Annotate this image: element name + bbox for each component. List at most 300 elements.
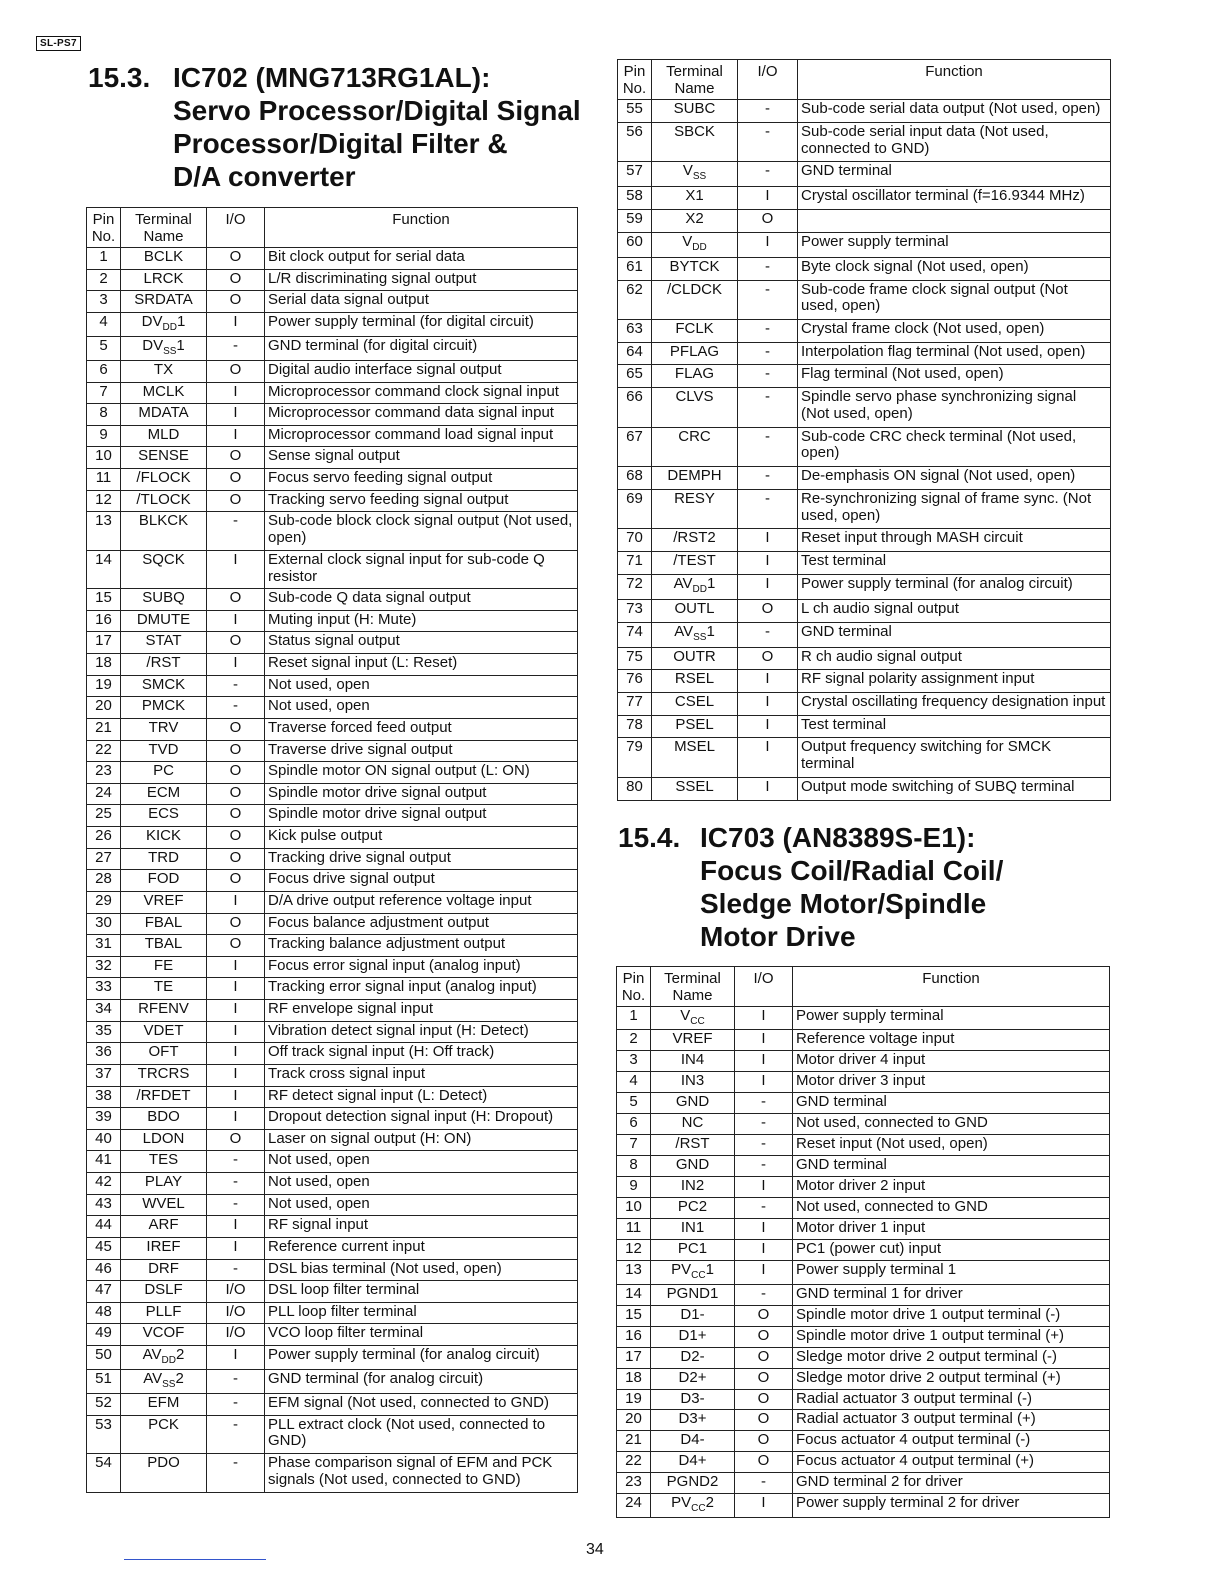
function-cell: Focus error signal input (analog input) [265, 956, 578, 978]
function-cell: Phase comparison signal of EFM and PCK signals (Not used, connected to GND) [265, 1454, 578, 1492]
terminal-name-cell: $PV_{CC}1$ [651, 1261, 735, 1284]
table-row [87, 382, 578, 404]
function-cell: Off track signal input (H: Off track) [265, 1043, 578, 1065]
pin-cell: 16 [87, 610, 121, 632]
io-cell: I [207, 1346, 265, 1370]
header-io: I/O [207, 208, 265, 248]
function-cell: Microprocessor command load signal input [265, 425, 578, 447]
function-cell: GND terminal [798, 162, 1111, 187]
pin-cell: 8 [87, 404, 121, 426]
terminal-name-cell: CSEL [652, 693, 738, 716]
pin-cell: 66 [618, 388, 652, 428]
terminal-name-cell: PLLF [121, 1302, 207, 1324]
function-cell: Not used, open [265, 1194, 578, 1216]
table-row [618, 647, 1111, 670]
pin-cell: 21 [617, 1431, 651, 1452]
table-row [87, 1302, 578, 1324]
function-cell: Radial actuator 3 output terminal (+) [793, 1410, 1110, 1431]
pin-cell: 25 [87, 805, 121, 827]
terminal-name-cell: TBAL [121, 935, 207, 957]
terminal-name-cell: BYTCK [652, 257, 738, 280]
io-cell: O [207, 360, 265, 382]
pin-cell: 5 [617, 1093, 651, 1114]
pin-cell: 2 [617, 1030, 651, 1051]
pin-cell: 33 [87, 978, 121, 1000]
function-cell: Power supply terminal 2 for driver [793, 1494, 1110, 1517]
terminal-name-cell: DMUTE [121, 610, 207, 632]
io-cell: - [738, 162, 798, 187]
table-row [617, 1452, 1110, 1473]
io-cell: O [207, 589, 265, 611]
function-cell: RF detect signal input (L: Detect) [265, 1086, 578, 1108]
io-cell: I [735, 1072, 793, 1093]
table-row [87, 512, 578, 550]
header-io: I/O [738, 60, 798, 100]
table-row [87, 336, 578, 360]
function-cell: Spindle servo phase synchronizing signal (Not used, open) [798, 388, 1111, 428]
pin-cell: 54 [87, 1454, 121, 1492]
table-row [618, 670, 1111, 693]
io-cell: - [735, 1093, 793, 1114]
io-cell: - [735, 1135, 793, 1156]
function-cell: Traverse drive signal output [265, 740, 578, 762]
table-row [87, 360, 578, 382]
table-row [618, 715, 1111, 738]
table-row [87, 269, 578, 291]
terminal-name-cell: PC2 [651, 1198, 735, 1219]
terminal-name-cell: PCK [121, 1415, 207, 1453]
io-cell: - [207, 675, 265, 697]
function-cell: Not used, connected to GND [793, 1198, 1110, 1219]
table-row [618, 777, 1111, 800]
table-row [617, 1093, 1110, 1114]
pin-cell: 34 [87, 1000, 121, 1022]
terminal-name-cell: MLD [121, 425, 207, 447]
pin-cell: 43 [87, 1194, 121, 1216]
function-cell: Radial actuator 3 output terminal (-) [793, 1389, 1110, 1410]
table-row [618, 122, 1111, 162]
table-row [617, 1177, 1110, 1198]
function-cell: Sub-code serial input data (Not used, connected to GND) [798, 122, 1111, 162]
pin-cell: 41 [87, 1151, 121, 1173]
terminal-name-cell: MDATA [121, 404, 207, 426]
io-cell: - [738, 622, 798, 647]
terminal-name-cell: $V_{CC}$ [651, 1007, 735, 1030]
io-cell: - [738, 320, 798, 343]
terminal-name-cell: D4- [651, 1431, 735, 1452]
io-cell: O [738, 599, 798, 622]
terminal-name-cell: KICK [121, 827, 207, 849]
function-cell: External clock signal input for sub-code Q resistor [265, 550, 578, 588]
pin-cell: 36 [87, 1043, 121, 1065]
io-cell: - [738, 100, 798, 123]
table-row [87, 248, 578, 270]
function-cell: Flag terminal (Not used, open) [798, 365, 1111, 388]
pin-cell: 30 [87, 913, 121, 935]
pin-cell: 32 [87, 956, 121, 978]
io-cell: I [207, 1000, 265, 1022]
table-row [87, 425, 578, 447]
terminal-name-cell: D3- [651, 1389, 735, 1410]
terminal-name-cell: SMCK [121, 675, 207, 697]
function-cell: Output frequency switching for SMCK terminal [798, 738, 1111, 778]
io-cell: O [207, 490, 265, 512]
terminal-name-cell: FBAL [121, 913, 207, 935]
section-title-line: Processor/Digital Filter & [173, 128, 508, 159]
terminal-name-cell: D2- [651, 1347, 735, 1368]
table-row [87, 1216, 578, 1238]
table-row [87, 913, 578, 935]
pin-cell: 8 [617, 1156, 651, 1177]
terminal-name-cell: DEMPH [652, 467, 738, 490]
terminal-name-cell: TRCRS [121, 1064, 207, 1086]
terminal-name-cell: GND [651, 1156, 735, 1177]
table-row [87, 1151, 578, 1173]
io-cell: O [207, 269, 265, 291]
io-cell: O [207, 913, 265, 935]
io-cell: I [207, 891, 265, 913]
function-cell: Not used, open [265, 1173, 578, 1195]
function-cell: Spindle motor ON signal output (L: ON) [265, 762, 578, 784]
function-cell: Spindle motor drive 1 output terminal (-) [793, 1305, 1110, 1326]
table-row [87, 805, 578, 827]
io-cell: - [207, 336, 265, 360]
function-cell: Focus actuator 4 output terminal (-) [793, 1431, 1110, 1452]
io-cell: - [207, 1415, 265, 1453]
pin-cell: 5 [87, 336, 121, 360]
terminal-name-cell: RESY [652, 489, 738, 529]
pin-cell: 31 [87, 935, 121, 957]
terminal-name-cell: $AV_{SS}2$ [121, 1370, 207, 1394]
header-function: Function [265, 208, 578, 248]
terminal-name-cell: /RFDET [121, 1086, 207, 1108]
function-cell: D/A drive output reference voltage input [265, 891, 578, 913]
table-row [87, 740, 578, 762]
pin-cell: 10 [617, 1198, 651, 1219]
pin-cell: 27 [87, 848, 121, 870]
pin-cell: 52 [87, 1394, 121, 1416]
table-row [87, 1454, 578, 1492]
table-row [87, 870, 578, 892]
function-cell: Power supply terminal [798, 232, 1111, 257]
section-title-line: IC702 (MNG713RG1AL): [173, 62, 491, 93]
terminal-name-cell: $V_{DD}$ [652, 232, 738, 257]
terminal-name-cell: SQCK [121, 550, 207, 588]
pin-cell: 69 [618, 489, 652, 529]
io-cell: I [207, 312, 265, 336]
io-cell: O [735, 1347, 793, 1368]
table-row [87, 718, 578, 740]
io-cell: I [207, 1216, 265, 1238]
terminal-name-cell: SSEL [652, 777, 738, 800]
terminal-name-cell: NC [651, 1114, 735, 1135]
pin-cell: 67 [618, 427, 652, 467]
pin-cell: 3 [87, 291, 121, 313]
table-row [87, 1237, 578, 1259]
io-cell: I [207, 978, 265, 1000]
terminal-name-cell: TVD [121, 740, 207, 762]
io-cell: O [207, 1129, 265, 1151]
table-row [618, 529, 1111, 552]
table-row [87, 1021, 578, 1043]
terminal-name-cell: /CLDCK [652, 280, 738, 320]
table-row [618, 599, 1111, 622]
terminal-name-cell: ARF [121, 1216, 207, 1238]
table-row [618, 693, 1111, 716]
terminal-name-cell: IN3 [651, 1072, 735, 1093]
pin-cell: 57 [618, 162, 652, 187]
pin-cell: 58 [618, 187, 652, 210]
table-row [617, 1072, 1110, 1093]
function-cell: L ch audio signal output [798, 599, 1111, 622]
table-row [87, 610, 578, 632]
terminal-name-cell: EFM [121, 1394, 207, 1416]
function-cell: Muting input (H: Mute) [265, 610, 578, 632]
terminal-name-cell: WVEL [121, 1194, 207, 1216]
pin-cell: 72 [618, 574, 652, 599]
pin-cell: 7 [87, 382, 121, 404]
function-cell: Motor driver 4 input [793, 1051, 1110, 1072]
io-cell: O [207, 827, 265, 849]
io-cell: - [735, 1473, 793, 1494]
table-row [87, 783, 578, 805]
table-row [617, 1051, 1110, 1072]
terminal-name-cell: ECS [121, 805, 207, 827]
io-cell: O [207, 291, 265, 313]
table-row [617, 1219, 1110, 1240]
pin-cell: 71 [618, 552, 652, 575]
table-row [617, 1368, 1110, 1389]
table-row [87, 762, 578, 784]
io-cell: - [207, 1394, 265, 1416]
terminal-name-cell: LDON [121, 1129, 207, 1151]
io-cell: O [735, 1452, 793, 1473]
terminal-name-cell: /TLOCK [121, 490, 207, 512]
table-row [618, 342, 1111, 365]
io-cell: - [738, 427, 798, 467]
table-row [617, 1410, 1110, 1431]
table-row [618, 467, 1111, 490]
io-cell: - [738, 365, 798, 388]
header-io: I/O [735, 967, 793, 1007]
function-cell: RF signal input [265, 1216, 578, 1238]
terminal-name-cell: PGND2 [651, 1473, 735, 1494]
terminal-name-cell: FCLK [652, 320, 738, 343]
terminal-name-cell: $PV_{CC}2$ [651, 1494, 735, 1517]
pin-cell: 11 [617, 1219, 651, 1240]
io-cell: I/O [207, 1324, 265, 1346]
io-cell: I [207, 1086, 265, 1108]
io-cell: O [207, 718, 265, 740]
table-row [618, 232, 1111, 257]
terminal-name-cell: PGND1 [651, 1284, 735, 1305]
terminal-name-cell: VDET [121, 1021, 207, 1043]
function-cell: Power supply terminal (for analog circuit) [798, 574, 1111, 599]
table-row [618, 187, 1111, 210]
pin-cell: 9 [617, 1177, 651, 1198]
table-row [87, 632, 578, 654]
function-cell: Digital audio interface signal output [265, 360, 578, 382]
function-cell: Reference voltage input [793, 1030, 1110, 1051]
pin-cell: 75 [618, 647, 652, 670]
table-row [87, 1086, 578, 1108]
pin-cell: 63 [618, 320, 652, 343]
pin-cell: 74 [618, 622, 652, 647]
section-title-line: Focus Coil/Radial Coil/ [700, 855, 1004, 886]
function-cell: Sledge motor drive 2 output terminal (-) [793, 1347, 1110, 1368]
io-cell: - [738, 467, 798, 490]
function-cell: PLL extract clock (Not used, connected to GND) [265, 1415, 578, 1453]
pin-cell: 23 [87, 762, 121, 784]
pin-cell: 9 [87, 425, 121, 447]
table-row [617, 1305, 1110, 1326]
function-cell: Sub-code block clock signal output (Not used, open) [265, 512, 578, 550]
table-row [87, 589, 578, 611]
pin-cell: 60 [618, 232, 652, 257]
pin-cell: 28 [87, 870, 121, 892]
pin-cell: 17 [617, 1347, 651, 1368]
terminal-name-cell: FOD [121, 870, 207, 892]
table-row [87, 490, 578, 512]
pin-cell: 19 [617, 1389, 651, 1410]
table-row [617, 1284, 1110, 1305]
function-cell: Reset input through MASH circuit [798, 529, 1111, 552]
terminal-name-cell: /RST [651, 1135, 735, 1156]
table-row [617, 1389, 1110, 1410]
terminal-name-cell: SUBQ [121, 589, 207, 611]
function-cell: Serial data signal output [265, 291, 578, 313]
function-cell: Test terminal [798, 552, 1111, 575]
function-cell: L/R discriminating signal output [265, 269, 578, 291]
pin-cell: 55 [618, 100, 652, 123]
pin-cell: 24 [87, 783, 121, 805]
pin-cell: 4 [87, 312, 121, 336]
table-row [618, 210, 1111, 233]
terminal-name-cell: VREF [651, 1030, 735, 1051]
table-row [87, 1173, 578, 1195]
terminal-name-cell: OUTL [652, 599, 738, 622]
pin-cell: 45 [87, 1237, 121, 1259]
function-cell: Power supply terminal (for analog circuit) [265, 1346, 578, 1370]
function-cell: Sledge motor drive 2 output terminal (+) [793, 1368, 1110, 1389]
pin-cell: 17 [87, 632, 121, 654]
table-row [617, 1494, 1110, 1517]
io-cell: I [207, 404, 265, 426]
table-row [87, 848, 578, 870]
table-row [618, 388, 1111, 428]
table-row [618, 574, 1111, 599]
table-row [87, 654, 578, 676]
terminal-name-cell: IREF [121, 1237, 207, 1259]
io-cell: I [735, 1261, 793, 1284]
function-cell: PC1 (power cut) input [793, 1240, 1110, 1261]
pin-cell: 22 [617, 1452, 651, 1473]
pin-cell: 47 [87, 1281, 121, 1303]
footer-link-line [124, 1559, 266, 1560]
io-cell: I [735, 1007, 793, 1030]
terminal-name-cell: X1 [652, 187, 738, 210]
table-row [87, 1394, 578, 1416]
terminal-name-cell: $V_{SS}$ [652, 162, 738, 187]
section-heading-ic702 [88, 62, 588, 202]
io-cell: - [207, 1370, 265, 1394]
table-row [87, 312, 578, 336]
header-pin-no: Pin No. [87, 208, 121, 248]
function-cell: Focus drive signal output [265, 870, 578, 892]
terminal-name-cell: D4+ [651, 1452, 735, 1473]
io-cell: I [207, 1237, 265, 1259]
io-cell: I [738, 187, 798, 210]
pin-cell: 1 [617, 1007, 651, 1030]
io-cell: I [735, 1051, 793, 1072]
pin-cell: 13 [87, 512, 121, 550]
io-cell: I [207, 425, 265, 447]
io-cell: - [738, 257, 798, 280]
function-cell: Power supply terminal [793, 1007, 1110, 1030]
pin-cell: 6 [617, 1114, 651, 1135]
io-cell: O [207, 447, 265, 469]
io-cell: - [207, 512, 265, 550]
terminal-name-cell: D2+ [651, 1368, 735, 1389]
terminal-name-cell: IN2 [651, 1177, 735, 1198]
pin-cell: 20 [617, 1410, 651, 1431]
io-cell: O [207, 848, 265, 870]
table-row [618, 257, 1111, 280]
terminal-name-cell: FLAG [652, 365, 738, 388]
function-cell: Not used, connected to GND [793, 1114, 1110, 1135]
io-cell: I [738, 738, 798, 778]
table-row [87, 1259, 578, 1281]
section-title-line: Sledge Motor/Spindle [700, 888, 987, 919]
table-row [618, 320, 1111, 343]
pin-cell: 16 [617, 1326, 651, 1347]
header-pin-no: Pin No. [618, 60, 652, 100]
table-row [617, 1135, 1110, 1156]
terminal-name-cell: MCLK [121, 382, 207, 404]
function-cell: Spindle motor drive 1 output terminal (+) [793, 1326, 1110, 1347]
function-cell: Crystal oscillator terminal (f=16.9344 MHz) [798, 187, 1111, 210]
table-row [617, 1431, 1110, 1452]
pin-cell: 26 [87, 827, 121, 849]
function-cell: Sub-code CRC check terminal (Not used, open) [798, 427, 1111, 467]
function-cell: Crystal oscillating frequency designation input [798, 693, 1111, 716]
pin-cell: 12 [87, 490, 121, 512]
io-cell: O [207, 632, 265, 654]
terminal-name-cell: PSEL [652, 715, 738, 738]
table-row [87, 891, 578, 913]
function-cell: Focus actuator 4 output terminal (+) [793, 1452, 1110, 1473]
function-cell: Reset signal input (L: Reset) [265, 654, 578, 676]
io-cell: I [738, 232, 798, 257]
pin-cell: 37 [87, 1064, 121, 1086]
io-cell: O [735, 1389, 793, 1410]
table-row [618, 365, 1111, 388]
io-cell: - [207, 1194, 265, 1216]
io-cell: O [207, 469, 265, 491]
section-title-line: Servo Processor/Digital Signal [173, 95, 581, 126]
section-title-line: Motor Drive [700, 921, 856, 952]
terminal-name-cell: FE [121, 956, 207, 978]
table-row [617, 1007, 1110, 1030]
table-row [87, 291, 578, 313]
io-cell: I [738, 670, 798, 693]
table-row [87, 404, 578, 426]
io-cell: I [735, 1240, 793, 1261]
table-row [87, 447, 578, 469]
terminal-name-cell: VREF [121, 891, 207, 913]
io-cell: - [207, 1259, 265, 1281]
function-cell: Motor driver 2 input [793, 1177, 1110, 1198]
